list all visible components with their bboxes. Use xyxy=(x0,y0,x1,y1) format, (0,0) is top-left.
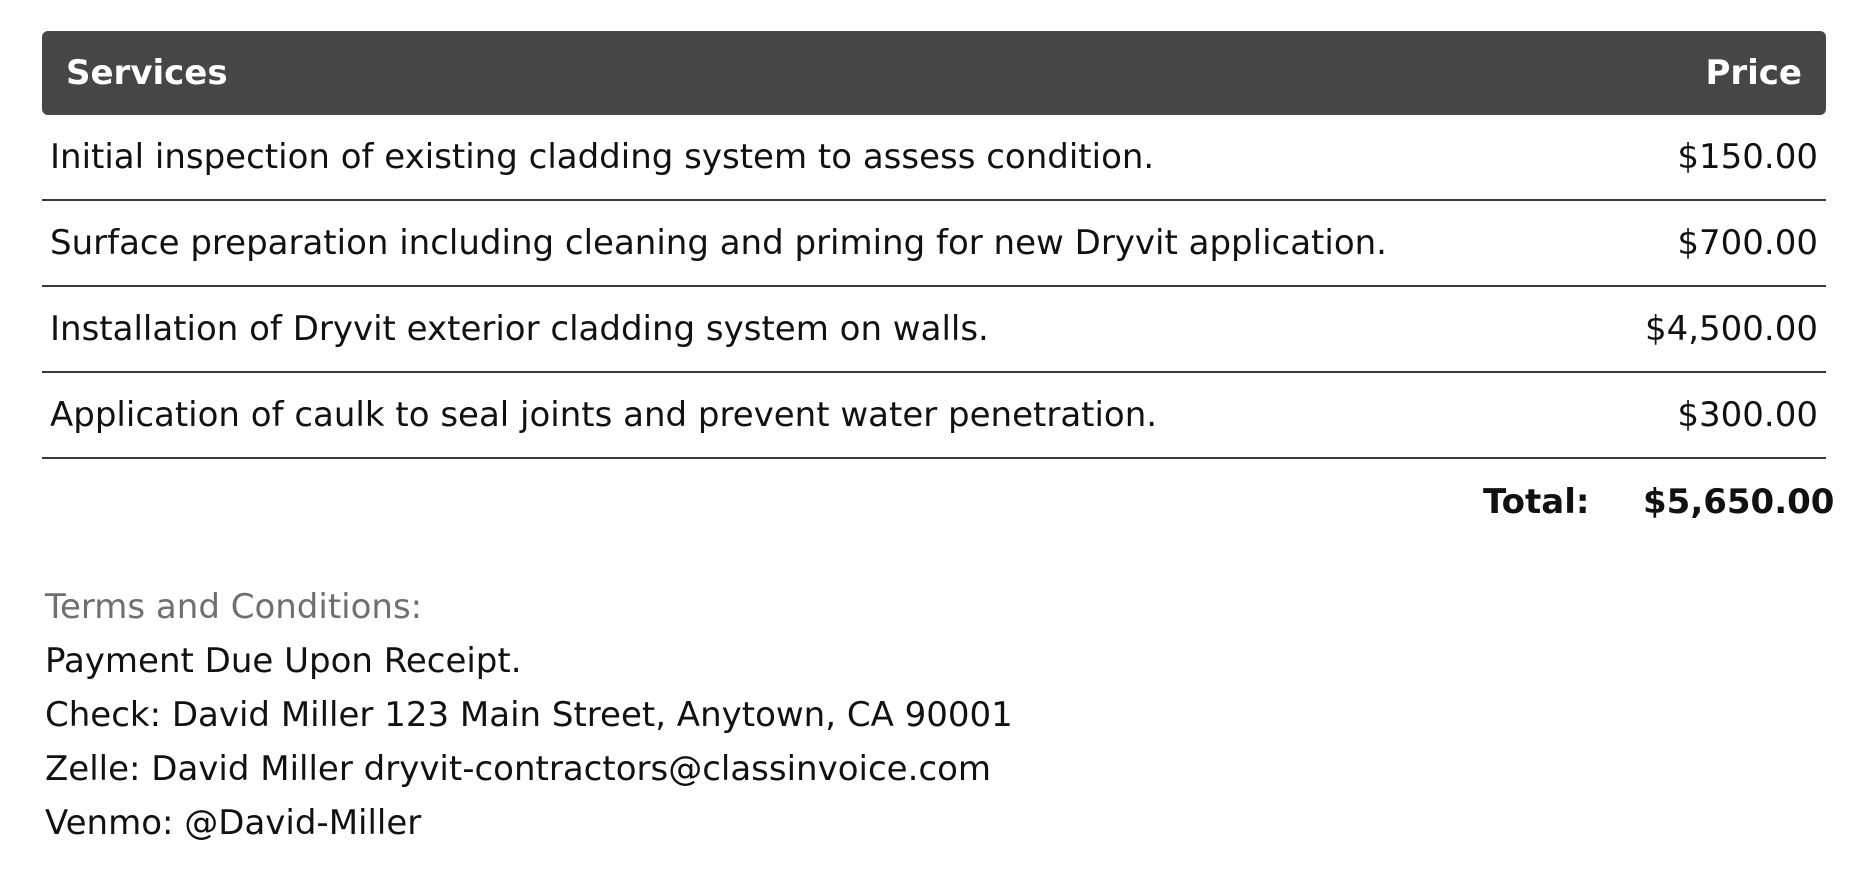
total-label: Total: xyxy=(1483,482,1590,522)
service-description: Application of caulk to seal joints and prevent water penetration. xyxy=(50,395,1158,435)
service-description: Surface preparation including cleaning and priming for new Dryvit application. xyxy=(50,223,1387,263)
service-price: $700.00 xyxy=(1677,223,1818,263)
services-column-header: Services xyxy=(66,53,228,93)
service-price: $4,500.00 xyxy=(1644,309,1818,349)
price-column-header: Price xyxy=(1705,53,1802,93)
terms-title: Terms and Conditions: xyxy=(45,587,423,627)
service-description: Installation of Dryvit exterior cladding system on walls. xyxy=(50,309,989,349)
total-value: $5,650.00 xyxy=(1643,482,1835,522)
service-price: $150.00 xyxy=(1677,137,1818,177)
service-price: $300.00 xyxy=(1677,395,1818,435)
total-row xyxy=(42,459,1835,545)
table-row xyxy=(42,201,1826,287)
table-header xyxy=(42,31,1826,115)
check-payment-text: Check: David Miller 123 Main Street, Anytown, CA 90001 xyxy=(45,695,1013,735)
table-row xyxy=(42,287,1826,373)
services-table xyxy=(42,31,1835,545)
table-row xyxy=(42,115,1826,201)
zelle-payment-text: Zelle: David Miller dryvit-contractors@classinvoice.com xyxy=(45,749,991,789)
payment-due-text: Payment Due Upon Receipt. xyxy=(45,641,522,681)
service-description: Initial inspection of existing cladding system to assess condition. xyxy=(50,137,1155,177)
venmo-payment-text: Venmo: @David-Miller xyxy=(45,803,422,843)
table-row xyxy=(42,373,1826,459)
terms-and-conditions xyxy=(45,580,1013,850)
